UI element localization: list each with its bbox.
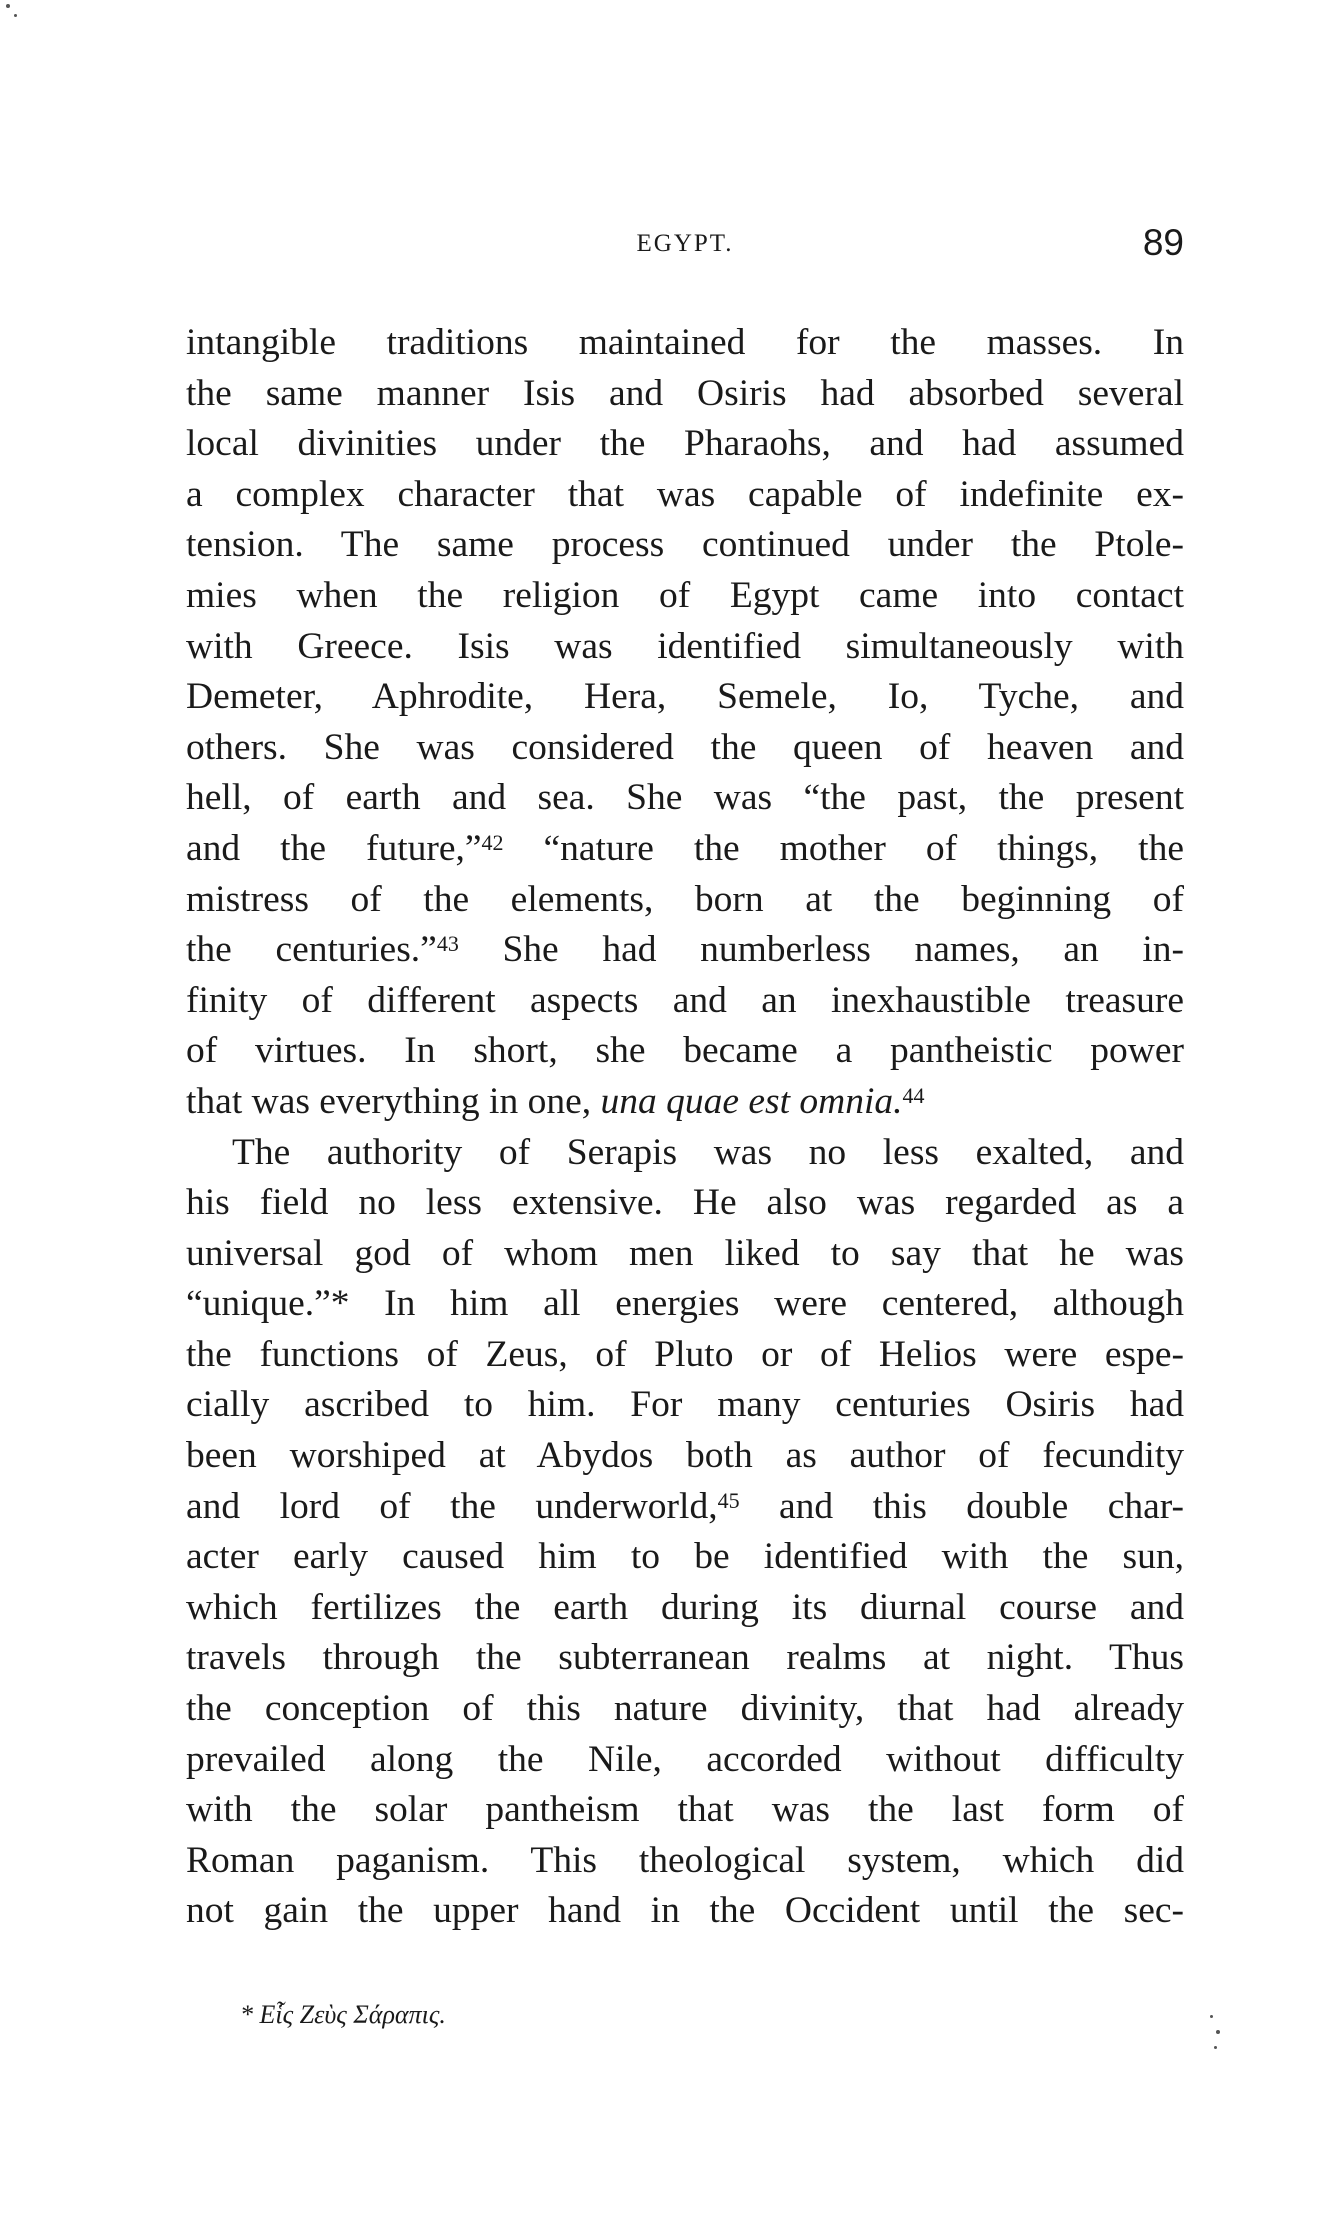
text-line: Roman paganism. This theological system, which did — [186, 1839, 1184, 1881]
running-title: EGYPT. — [636, 230, 734, 257]
footnote-reference: 43 — [436, 931, 459, 957]
paper-speck — [1214, 2046, 1217, 2049]
text-line: acter early caused him to be identified with the sun, — [186, 1536, 1184, 1578]
text-segment: “nature the mother of things, the — [503, 827, 1184, 869]
text-line: travels through the subterranean realms at night. Thus — [186, 1637, 1184, 1679]
footnote-reference: 44 — [902, 1082, 925, 1108]
text-line — [186, 925, 1184, 976]
text-line: which fertilizes the earth during its diurnal course and — [186, 1586, 1184, 1628]
text-line: Demeter, Aphrodite, Hera, Semele, Io, Tyche, and — [186, 676, 1184, 718]
text-line: been worshiped at Abydos both as author of fecundity — [186, 1435, 1184, 1477]
text-line: a complex character that was capable of indefinite ex- — [186, 473, 1184, 515]
text-line: local divinities under the Pharaohs, and had assumed — [186, 423, 1184, 465]
text-line: not gain the upper hand in the Occident until the sec- — [186, 1890, 1184, 1932]
body-text — [186, 318, 1184, 1937]
text-line — [186, 1077, 1184, 1128]
paragraph-1 — [186, 318, 1184, 1128]
text-line: the functions of Zeus, of Pluto or of Helios were espe- — [186, 1333, 1184, 1375]
footnote-reference: 45 — [717, 1487, 740, 1513]
text-line — [186, 1482, 1184, 1533]
text-line: with the solar pantheism that was the last form of — [186, 1789, 1184, 1831]
text-segment: and the future,” — [186, 827, 482, 869]
text-line: “unique.”* In him all energies were centered, although — [186, 1283, 1184, 1325]
text-line: cially ascribed to him. For many centuries Osiris had — [186, 1384, 1184, 1426]
text-segment: She had numberless names, an in- — [458, 929, 1184, 971]
text-line: hell, of earth and sea. She was “the past, the present — [186, 777, 1184, 819]
text-line: of virtues. In short, she became a pantheistic power — [186, 1030, 1184, 1072]
paper-speck — [14, 14, 17, 17]
paper-speck — [6, 4, 10, 8]
text-line: universal god of whom men liked to say that he was — [186, 1232, 1184, 1274]
paragraph-2 — [186, 1128, 1184, 1938]
text-line — [186, 824, 1184, 875]
text-line: the same manner Isis and Osiris had absorbed several — [186, 372, 1184, 414]
text-line: mistress of the elements, born at the beginning of — [186, 878, 1184, 920]
text-segment: that was everything in one, — [186, 1080, 601, 1122]
running-head — [186, 222, 1184, 266]
footnote: * Εἷς Ζεὺς Σάραπις. — [240, 2000, 446, 2029]
text-segment: the centuries.” — [186, 929, 437, 971]
text-line: with Greece. Isis was identified simultaneously with — [186, 625, 1184, 667]
page-number: 89 — [1142, 222, 1184, 263]
text-segment: and this double char- — [739, 1485, 1184, 1527]
text-segment: and lord of the underworld, — [186, 1485, 718, 1527]
text-line: mies when the religion of Egypt came into contact — [186, 574, 1184, 616]
paper-speck — [1210, 2015, 1213, 2018]
text-line: his field no less extensive. He also was regarded as a — [186, 1182, 1184, 1224]
text-line: tension. The same process continued under the Ptole- — [186, 524, 1184, 566]
footnote-reference: 42 — [481, 829, 504, 855]
latin-phrase: una quae est omnia. — [600, 1080, 903, 1122]
text-line: the conception of this nature divinity, that had already — [186, 1688, 1184, 1730]
text-line: others. She was considered the queen of heaven and — [186, 726, 1184, 768]
text-line: prevailed along the Nile, accorded without difficulty — [186, 1738, 1184, 1780]
paper-speck — [1216, 2030, 1220, 2034]
text-line: The authority of Serapis was no less exalted, and — [232, 1131, 1184, 1173]
text-line: intangible traditions maintained for the masses. In — [186, 322, 1184, 363]
text-line: finity of different aspects and an inexhaustible treasure — [186, 979, 1184, 1021]
